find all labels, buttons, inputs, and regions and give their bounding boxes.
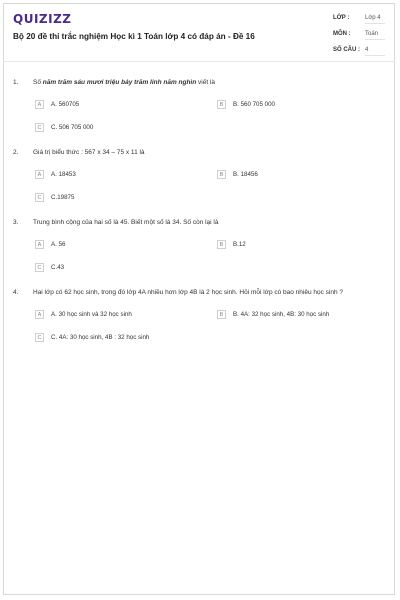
meta-grade-label: LỚP :	[333, 15, 350, 21]
meta-subject	[333, 29, 385, 45]
question-text	[33, 79, 215, 86]
meta-subject-value: Toán	[365, 31, 385, 40]
option-text: C.43	[51, 264, 65, 271]
option-letter-box[interactable]: C	[35, 123, 44, 132]
option-text: B. 4A: 32 học sinh, 4B: 30 học sinh	[233, 311, 330, 318]
worksheet-page	[3, 3, 395, 595]
quizizz-logo: QUIZIZZ	[13, 12, 72, 26]
meta-question-count-value: 4	[365, 47, 385, 56]
option-text: C. 4A: 30 học sinh, 4B : 32 học sinh	[51, 334, 150, 341]
option-text: A. 18453	[51, 171, 76, 178]
option-text: B. 560 705 000	[233, 101, 275, 108]
question-number: 2.	[13, 149, 19, 156]
option-letter-box[interactable]: A	[35, 100, 44, 109]
question-text-emphasis: năm trăm sáu mươi triệu bảy trăm linh năm nghìn	[42, 79, 197, 86]
option-letter-box[interactable]: B	[217, 310, 226, 319]
option-letter-box[interactable]: A	[35, 310, 44, 319]
option-text: A. 30 học sinh và 32 học sinh	[51, 311, 132, 318]
option-letter-box[interactable]: A	[35, 240, 44, 249]
option-letter-box[interactable]: A	[35, 170, 44, 179]
meta-subject-label: MÔN :	[333, 31, 351, 37]
option-text: C. 506 705 000	[51, 124, 94, 131]
header-divider	[3, 61, 395, 62]
option-letter-box[interactable]: B	[217, 240, 226, 249]
option-text: B.12	[233, 241, 246, 248]
question-number: 4.	[13, 289, 19, 296]
option-letter-box[interactable]: B	[217, 170, 226, 179]
worksheet-meta	[333, 13, 385, 61]
option-letter-box[interactable]: B	[217, 100, 226, 109]
option-text: B. 18456	[233, 171, 258, 178]
option-text: C.19875	[51, 194, 75, 201]
meta-question-count	[333, 45, 385, 61]
meta-grade	[333, 13, 385, 29]
worksheet-title: Bộ 20 đề thi trắc nghiệm Học kì 1 Toán lớp 4 có đáp án - Đề 16	[13, 32, 255, 41]
question-text-after: viết là	[196, 79, 216, 86]
question-text: Hai lớp có 62 học sinh, trong đó lớp 4A nhiều hơn lớp 4B là 2 học sinh. Hỏi mỗi lớp có bao nhiêu học sinh ?	[33, 289, 344, 296]
option-text: A. 560705	[51, 101, 80, 108]
question-text: Trung bình cộng của hai số là 45. Biết một số là 34. Số còn lại là	[33, 219, 219, 226]
option-letter-box[interactable]: C	[35, 333, 44, 342]
meta-grade-value: Lớp 4	[365, 15, 385, 24]
question-text-before: Số	[33, 79, 43, 86]
question-text: Giá trị biểu thức : 567 x 34 – 75 x 11 là	[33, 149, 145, 156]
question-number: 1.	[13, 79, 19, 86]
option-letter-box[interactable]: C	[35, 193, 44, 202]
meta-question-count-label: SỐ CÂU :	[333, 47, 360, 53]
question-number: 3.	[13, 219, 19, 226]
option-text: A. 56	[51, 241, 66, 248]
option-letter-box[interactable]: C	[35, 263, 44, 272]
